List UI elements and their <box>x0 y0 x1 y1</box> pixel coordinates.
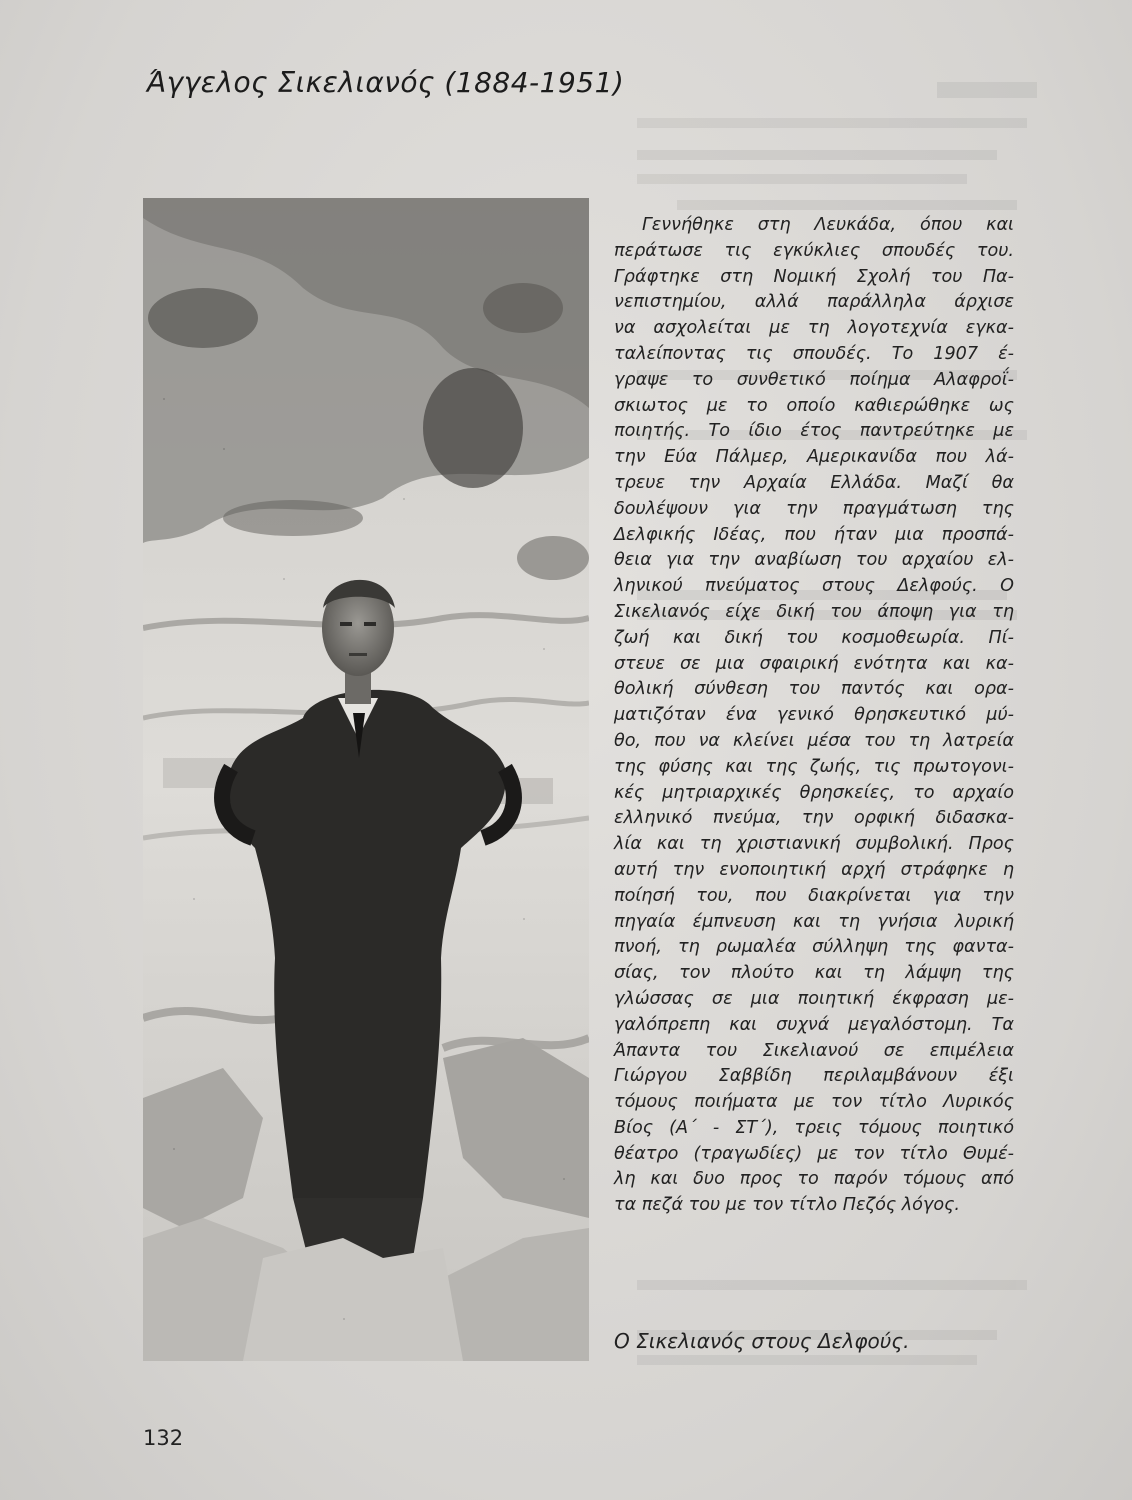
bio-line: γραψε το συνθετικό ποίημα Αλαφροΐ- <box>614 369 1014 390</box>
bio-line: σκιωτος με το οποίο καθιερώθηκε ως <box>614 395 1014 416</box>
bio-line: λη και δυο προς το παρόν τόμους από <box>614 1169 1014 1190</box>
bio-line: τα πεζά του με τον τίτλο Πεζός λόγος. <box>614 1195 961 1216</box>
bio-line: ματιζόταν ένα γενικό θρησκευτικό μύ- <box>614 705 1014 726</box>
bio-line: Βίος (Α΄ - ΣΤ΄), τρεις τόμους ποιητικό <box>614 1117 1014 1138</box>
bio-line: ποίησή του, που διακρίνεται για την <box>614 885 1014 906</box>
photo-image <box>143 198 589 1361</box>
bio-line: σίας, τον πλούτο και τη λάμψη της <box>614 963 1014 984</box>
bio-line: Γεννήθηκε στη Λευκάδα, όπου και <box>642 215 1014 235</box>
bio-line: τόμους ποιήματα με τον τίτλο Λυρικός <box>614 1092 1014 1113</box>
bio-line: ληνικού πνεύματος στους Δελφούς. Ο <box>614 576 1014 597</box>
bio-line: ποιητής. Το ίδιο έτος παντρεύτηκε με <box>614 421 1014 442</box>
bio-line: λία και τη χριστιανική συμβολική. Προς <box>614 834 1014 855</box>
bio-line: πνοή, τη ρωμαλέα σύλληψη της φαντα- <box>614 937 1014 958</box>
page-title: Άγγελος Σικελιανός (1884-1951) <box>147 66 625 99</box>
bio-line: δουλέψουν για την πραγμάτωση της <box>614 498 1014 519</box>
bio-line: κές μητριαρχικές θρησκείες, το αρχαίο <box>614 782 1014 803</box>
bio-line: ταλείποντας τις σπουδές. Το 1907 έ- <box>614 343 1014 364</box>
bio-line: νεπιστημίου, αλλά παράλληλα άρχισε <box>614 292 1014 313</box>
bio-line: της φύσης και της ζωής, τις πρωτογονι- <box>614 756 1014 777</box>
bio-line: την Εύα Πάλμερ, Αμερικανίδα που λά- <box>614 447 1014 468</box>
bio-line: ζωή και δική του κοσμοθεωρία. Πί- <box>614 627 1014 648</box>
bio-line: Δελφικής Ιδέας, που ήταν μια προσπά- <box>614 524 1014 545</box>
bio-line: ελληνικό πνεύμα, την ορφική διδασκα- <box>614 808 1014 829</box>
bio-line: θολική σύνθεση του παντός και ορα- <box>614 679 1014 700</box>
bio-line: θεια για την αναβίωση του αρχαίου ελ- <box>614 550 1014 571</box>
bio-line: πηγαία έμπνευση και τη γνήσια λυρική <box>614 911 1014 932</box>
bio-line: Γιώργου Σαββίδη περιλαμβάνουν έξι <box>614 1066 1014 1087</box>
portrait-photo <box>143 198 589 1361</box>
bio-line: γλώσσας σε μια ποιητική έκφραση με- <box>614 988 1014 1009</box>
bio-line: Σικελιανός είχε δική του άποψη για τη <box>614 601 1014 622</box>
bio-line: αυτή την ενοποιητική αρχή στράφηκε η <box>614 859 1014 880</box>
bio-line: περάτωσε τις εγκύκλιες σπουδές του. <box>614 240 1014 261</box>
bio-line: θέατρο (τραγωδίες) με τον τίτλο Θυμέ- <box>614 1143 1014 1164</box>
bio-line: γαλόπρεπη και συχνά μεγαλόστομη. Τα <box>614 1014 1014 1035</box>
page-number: 132 <box>143 1426 184 1450</box>
photo-caption: Ο Σικελιανός στους Δελφούς. <box>614 1329 910 1353</box>
biography-text <box>614 213 1014 1219</box>
bio-line: Γράφτηκε στη Νομική Σχολή του Πα- <box>614 266 1014 287</box>
bio-line: τρευε την Αρχαία Ελλάδα. Μαζί θα <box>614 472 1014 493</box>
bio-line: στευε σε μια σφαιρική ενότητα και κα- <box>614 653 1014 674</box>
bio-line: θο, που να κλείνει μέσα του τη λατρεία <box>614 730 1014 751</box>
bio-line: να ασχολείται με τη λογοτεχνία εγκα- <box>614 318 1014 339</box>
bio-line: Άπαντα του Σικελιανού σε επιμέλεια <box>614 1040 1014 1061</box>
